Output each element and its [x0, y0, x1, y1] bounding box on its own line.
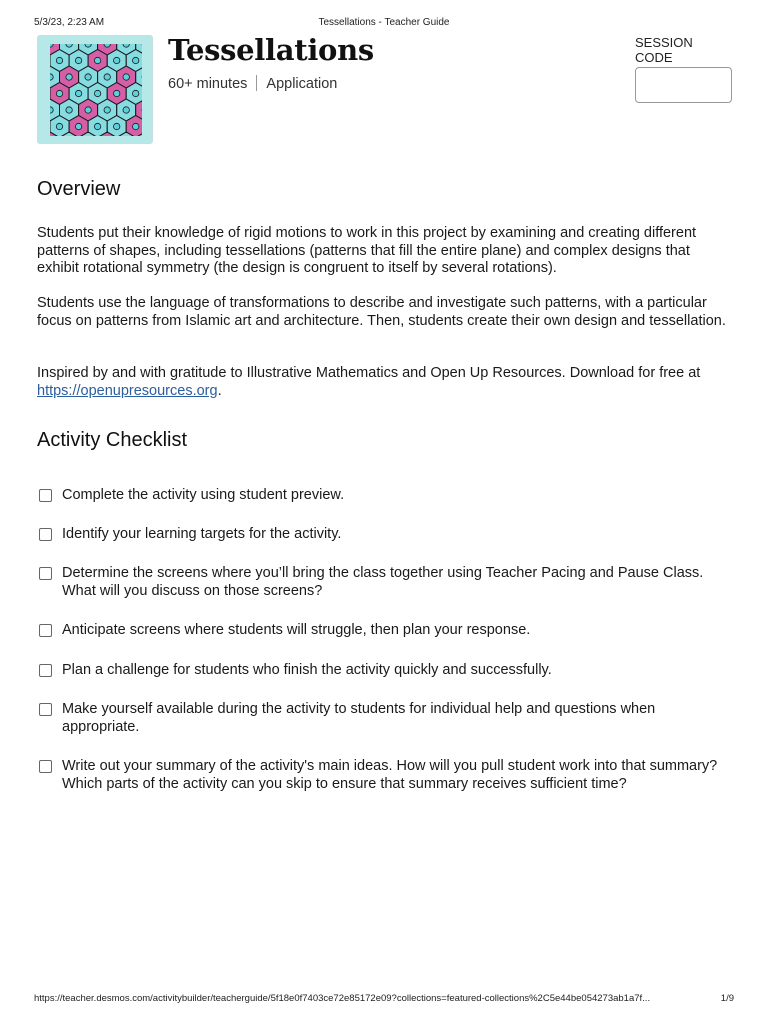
pattern-dot	[123, 74, 129, 80]
pattern-dot	[50, 107, 53, 113]
checklist-item-label: Complete the activity using student preview.	[62, 487, 345, 503]
page-number: 1/9	[720, 993, 734, 1004]
checkbox[interactable]	[39, 664, 52, 677]
checklist-item-label: Plan a challenge for students who finish the activity quickly and successfully.	[62, 662, 552, 678]
checkbox[interactable]	[39, 760, 52, 773]
pattern-dot	[50, 74, 53, 80]
pattern-dot	[56, 123, 62, 129]
pattern-dot	[94, 123, 100, 129]
pattern-dot	[85, 74, 91, 80]
attribution-text: Inspired by and with gratitude to Illustrative Mathematics and Open Up Resources. Download for free at	[37, 365, 701, 381]
pattern-dot	[75, 57, 81, 63]
pattern-dot	[133, 90, 139, 96]
session-code-label: SESSION CODE	[635, 35, 693, 65]
pattern-dot	[75, 123, 81, 129]
attribution-end: .	[217, 382, 222, 399]
activity-checklist-heading: Activity Checklist	[37, 429, 188, 451]
overview-paragraph-2: Students use the language of transformations to describe and investigate such patterns, with a particular focus on patterns from Islamic art and architecture. Then, students create their own design and tessellation.	[37, 295, 726, 329]
pattern-dot	[114, 57, 120, 63]
checklist-item[interactable]	[37, 487, 732, 505]
print-title: Tessellations - Teacher Guide	[318, 17, 450, 28]
checkbox[interactable]	[39, 489, 52, 502]
pattern-dot	[75, 90, 81, 96]
pattern-dot	[104, 74, 110, 80]
duration-label: 60+ minutes	[168, 76, 248, 92]
activity-thumbnail	[37, 35, 153, 144]
overview-paragraph-3	[37, 365, 732, 400]
checklist-item-label: Make yourself available during the activity to students for individual help and questions when appropriate.	[62, 701, 656, 735]
checkbox[interactable]	[39, 703, 52, 716]
checklist-item-label: Determine the screens where you’ll bring the class together using Teacher Pacing and Pause Class. What will you discuss on those screens?	[62, 565, 704, 599]
pattern-dot	[133, 123, 139, 129]
checklist-item[interactable]	[37, 622, 732, 640]
checklist-item-label: Anticipate screens where students will struggle, then plan your response.	[62, 622, 531, 638]
openupresources-link[interactable]: https://openupresources.org	[37, 382, 218, 399]
pattern-dot	[104, 44, 110, 47]
checklist-item-label: Identify your learning targets for the activity.	[62, 526, 342, 542]
meta-divider	[256, 75, 257, 91]
checklist-item[interactable]	[37, 662, 732, 680]
checkbox[interactable]	[39, 528, 52, 541]
pattern-dot	[133, 57, 139, 63]
pattern-dot	[85, 44, 91, 47]
activity-meta	[168, 75, 337, 92]
pattern-dot	[104, 107, 110, 113]
checklist-item[interactable]	[37, 701, 732, 736]
checklist-item-label: Write out your summary of the activity's main ideas. How will you pull student work into that summary? Which parts of the activity can you skip to ensure that summary receives sufficient time?	[62, 758, 718, 792]
pattern-dot	[56, 57, 62, 63]
pattern-dot	[114, 123, 120, 129]
tessellation-pattern-image	[50, 44, 142, 136]
overview-heading: Overview	[37, 178, 121, 200]
pattern-dot	[123, 44, 129, 47]
pattern-dot	[66, 74, 72, 80]
checklist-item[interactable]	[37, 565, 732, 600]
checkbox[interactable]	[39, 624, 52, 637]
pattern-dot	[66, 44, 72, 47]
checkbox[interactable]	[39, 567, 52, 580]
activity-type-label: Application	[266, 76, 338, 92]
pattern-dot	[94, 90, 100, 96]
pattern-dot	[123, 107, 129, 113]
pattern-dot	[85, 107, 91, 113]
pattern-dot	[66, 107, 72, 113]
pattern-dot	[56, 90, 62, 96]
page-title: Tessellations	[168, 33, 374, 67]
overview-paragraph-1: Students put their knowledge of rigid motions to work in this project by examining and creating different patterns of shapes, including tessellations (patterns that fill the entire plane) and complex designs that exhibit rotational symmetry (the design is congruent to itself by several rotations).	[37, 225, 697, 276]
print-url: https://teacher.desmos.com/activitybuilder/teacherguide/5f18e0f7403ce72e85172e09?collections=featured-collections%2C5e44be054273ab1a7f...	[34, 993, 651, 1004]
pattern-dot	[114, 90, 120, 96]
pattern-dot	[94, 57, 100, 63]
print-date: 5/3/23, 2:23 AM	[34, 17, 105, 28]
session-code-field[interactable]	[635, 67, 732, 103]
checklist-item[interactable]	[37, 758, 732, 793]
checklist-item[interactable]	[37, 526, 732, 544]
